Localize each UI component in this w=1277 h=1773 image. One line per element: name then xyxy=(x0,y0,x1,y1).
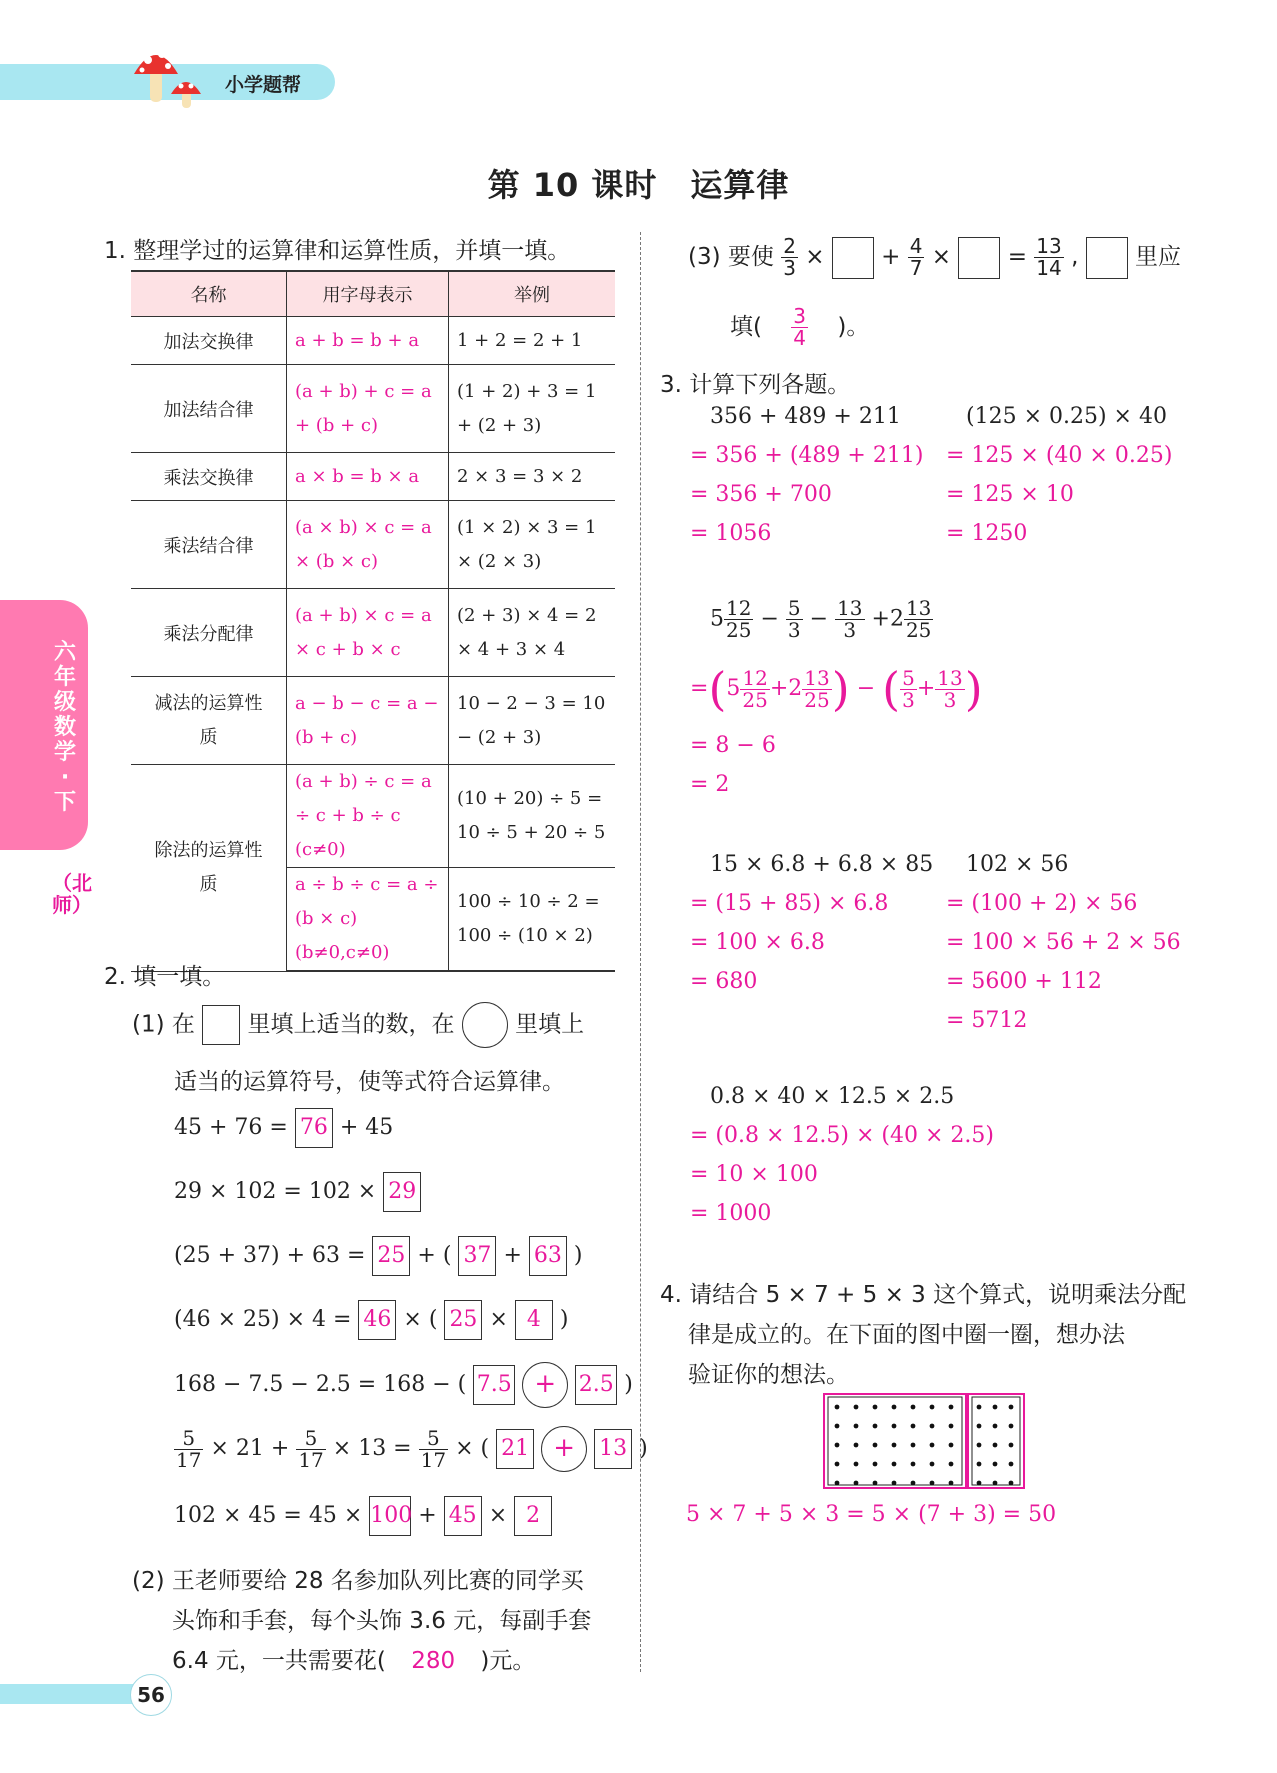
equation-text: 168 − 7.5 − 2.5 = 168 − ( xyxy=(174,1372,467,1397)
dot xyxy=(873,1481,878,1486)
calc-6-step: = (0.8 × 12.5) × (40 × 2.5) xyxy=(690,1123,994,1148)
rule-formula: a ÷ b ÷ c = a ÷ (b × c) (b≠0,c≠0) xyxy=(287,868,449,972)
calc-3-step: =(5 $\frac{12}{25}$ +2 $\frac{13}{25}$ ) − ( $\frac{5}{3}$ + $\frac{13}{3}$ ) xyxy=(690,662,983,716)
calc-4-step: = 680 xyxy=(690,969,758,994)
answer-box: 2 xyxy=(514,1496,552,1536)
dot xyxy=(977,1424,982,1429)
answer-box: 76 xyxy=(295,1108,333,1148)
answer-box: 4 xyxy=(515,1300,553,1340)
fraction-denominator: 25 xyxy=(726,618,752,642)
mushroom-logo-icon xyxy=(130,40,210,112)
calc-4-step: = (15 + 85) × 6.8 xyxy=(690,891,889,916)
q2-part2-line2: 头饰和手套，每个头饰 3.6 元，每副手套 xyxy=(172,1608,592,1634)
calc-1-step: = 356 + (489 + 211) xyxy=(690,443,924,468)
dot xyxy=(949,1424,954,1429)
calc-6-step: = 1000 xyxy=(690,1201,772,1226)
equation-text: 102 × 45 = 45 × xyxy=(174,1503,363,1528)
q2-part3-fill: 填( xyxy=(730,314,762,340)
fraction-denominator: 17 xyxy=(176,1447,202,1472)
dot xyxy=(873,1462,878,1467)
calc-2-step: = 1250 xyxy=(946,521,1028,546)
brand-label: 小学题帮 xyxy=(225,74,302,96)
fraction-numerator: 12 xyxy=(726,596,752,620)
dot xyxy=(854,1462,859,1467)
fraction-numerator: 5 xyxy=(902,665,915,690)
equation-1 xyxy=(174,1108,393,1148)
rule-name: 加法交换律 xyxy=(131,317,287,365)
rule-example: 2 × 3 = 3 × 2 xyxy=(449,453,616,501)
calc-6-line: 0.8 × 40 × 12.5 × 2.5 xyxy=(710,1084,955,1109)
fraction-numerator: 13 xyxy=(804,665,830,690)
fraction-numerator: 5 xyxy=(787,596,801,620)
dot xyxy=(892,1462,897,1467)
dot xyxy=(930,1424,935,1429)
answer-box: 13 xyxy=(594,1429,632,1469)
answer-box: 29 xyxy=(383,1172,421,1212)
table-header: 用字母表示 xyxy=(287,271,449,317)
fraction-denominator: 25 xyxy=(905,618,932,642)
fraction-numerator: 13 xyxy=(905,596,932,620)
answer-box: 45 xyxy=(444,1496,482,1536)
dot xyxy=(930,1443,935,1448)
mixed-whole: 5 xyxy=(726,676,741,701)
rule-example: (10 + 20) ÷ 5 = 10 ÷ 5 + 20 ÷ 5 xyxy=(449,765,616,868)
fraction-numerator: 13 xyxy=(937,665,963,690)
equation-4: (46 × 25) × 4 = 46 × ( 25 × 4 ) xyxy=(174,1300,568,1340)
calc-2-step: = 125 × 10 xyxy=(946,482,1074,507)
rule-name: 乘法结合律 xyxy=(131,501,287,589)
dot xyxy=(1009,1424,1014,1429)
equation-6: $\frac{5}{17}$ × 21 + $\frac{5}{17}$ × 13 = $\frac{5}{17}$ × ( 21 + 13 ) xyxy=(176,1425,648,1472)
equation-text: + 45 xyxy=(339,1115,394,1140)
calc-1-step: = 1056 xyxy=(690,521,772,546)
q2-part1-line1 xyxy=(132,1002,584,1048)
rule-formula: (a × b) × c = a × (b × c) xyxy=(287,501,449,589)
dot xyxy=(911,1424,916,1429)
calc-4-line: 15 × 6.8 + 6.8 × 85 xyxy=(710,852,934,877)
dot xyxy=(911,1481,916,1486)
rule-formula: a + b = b + a xyxy=(287,317,449,365)
equation-3: (25 + 37) + 63 = 25 + ( 37 + 63 ) xyxy=(174,1236,582,1276)
rule-name: 除法的运算性质 xyxy=(131,765,287,972)
answer-box: 63 xyxy=(529,1236,567,1276)
dot xyxy=(892,1424,897,1429)
dot xyxy=(1009,1405,1014,1410)
fraction-denominator: 3 xyxy=(943,687,957,712)
dot xyxy=(892,1405,897,1410)
calc-3-step: = 8 − 6 xyxy=(690,733,776,758)
grid-border xyxy=(972,1397,1020,1485)
answer-circle: + xyxy=(541,1426,587,1472)
q2-part2-answer: 280 xyxy=(411,1648,456,1674)
dot xyxy=(911,1405,916,1410)
equation-text: 29 × 102 = 102 × xyxy=(174,1179,377,1204)
dot xyxy=(1009,1481,1014,1486)
dot xyxy=(977,1462,982,1467)
fraction-denominator: 3 xyxy=(902,687,915,712)
dot xyxy=(835,1405,840,1410)
table-row xyxy=(131,317,615,365)
q4-line2: 律是成立的。在下面的图中圈一圈，想办法 xyxy=(688,1322,1125,1348)
rule-formula: a × b = b × a xyxy=(287,453,449,501)
dot xyxy=(930,1481,935,1486)
page-number-band xyxy=(0,1684,150,1704)
mixed-whole: 2 xyxy=(889,606,904,632)
fraction-denominator: 25 xyxy=(742,687,768,712)
dot xyxy=(977,1481,982,1486)
dot xyxy=(930,1405,935,1410)
blank-box-icon xyxy=(202,1005,240,1045)
dot xyxy=(892,1481,897,1486)
calc-5-step: = 5600 + 112 xyxy=(946,969,1102,994)
equation-text: (25 + 37) + 63 = xyxy=(174,1243,366,1268)
rule-example: (2 + 3) × 4 = 2 × 4 + 3 × 4 xyxy=(449,589,616,677)
table-row xyxy=(131,677,615,765)
fraction-numerator: 2 xyxy=(783,234,796,258)
dot xyxy=(835,1424,840,1429)
dot xyxy=(993,1405,998,1410)
dot xyxy=(854,1405,859,1410)
dot xyxy=(993,1443,998,1448)
answer-box: 25 xyxy=(372,1236,410,1276)
q2-part3-line2 xyxy=(730,306,869,349)
q2-part1-text-a: (1) 在 xyxy=(132,1011,195,1038)
table-row xyxy=(131,589,615,677)
dot xyxy=(873,1405,878,1410)
rule-name: 乘法分配律 xyxy=(131,589,287,677)
rule-example: 100 ÷ 10 ÷ 2 = 100 ÷ (10 × 2) xyxy=(449,868,616,972)
rule-example: 1 + 2 = 2 + 1 xyxy=(449,317,616,365)
q2-part2-line3 xyxy=(172,1642,535,1675)
q4-line1: 4. 请结合 5 × 7 + 5 × 3 这个算式，说明乘法分配 xyxy=(660,1282,1187,1308)
table-row xyxy=(131,765,615,868)
calc-2-step: = 125 × (40 × 0.25) xyxy=(946,443,1173,468)
answer-box: 25 xyxy=(444,1300,482,1340)
fraction-numerator: 13 xyxy=(1036,234,1062,258)
rule-formula: (a + b) + c = a + (b + c) xyxy=(287,365,449,453)
q2-part1-text-b: 里填上适当的数，在 xyxy=(247,1011,455,1038)
q2-part3-prefix: (3) 要使 xyxy=(688,244,774,270)
q2-prompt: 2. 填一填。 xyxy=(104,964,226,990)
equation-text: × 13 = xyxy=(332,1436,412,1461)
rules-table xyxy=(131,270,615,972)
answer-box: 7.5 xyxy=(473,1365,515,1405)
table-row xyxy=(131,501,615,589)
q2-part2-text: )元。 xyxy=(480,1648,536,1674)
page-number: 56 xyxy=(130,1674,172,1716)
equation-5: 168 − 7.5 − 2.5 = 168 − ( 7.5 + 2.5 ) xyxy=(174,1362,633,1408)
rule-formula: (a + b) × c = a × c + b × c xyxy=(287,589,449,677)
calc-2-line: (125 × 0.25) × 40 xyxy=(966,404,1167,429)
q2-part3-fill: )。 xyxy=(837,314,870,340)
side-tab-grade: 六年级数学·下 xyxy=(53,640,76,815)
dot xyxy=(977,1405,982,1410)
rule-name: 乘法交换律 xyxy=(131,453,287,501)
fraction-numerator: 3 xyxy=(793,304,807,328)
fraction-denominator: 7 xyxy=(909,256,923,280)
dot xyxy=(930,1462,935,1467)
q4-line3: 验证你的想法。 xyxy=(688,1362,849,1388)
dot xyxy=(1009,1462,1014,1467)
q2-part1-text-c: 里填上 xyxy=(515,1011,585,1038)
fraction-denominator: 17 xyxy=(420,1447,447,1472)
calc-6-step: = 10 × 100 xyxy=(690,1162,818,1187)
mixed-whole: 2 xyxy=(788,676,803,701)
dot xyxy=(835,1443,840,1448)
rule-example: 10 − 2 − 3 = 10 − (2 + 3) xyxy=(449,677,616,765)
fraction-numerator: 4 xyxy=(909,234,923,258)
answer-box: 2.5 xyxy=(575,1365,617,1405)
rule-formula: a − b − c = a − (b + c) xyxy=(287,677,449,765)
fraction-numerator: 5 xyxy=(296,1428,325,1450)
equation-text: × 21 + xyxy=(210,1436,290,1461)
calc-3-line: 5 $\frac{12}{25}$ − $\frac{5}{3}$ − $\frac{13}{3}$ +2 $\frac{13}{25}$ xyxy=(710,596,932,642)
fraction-numerator: 5 xyxy=(419,1428,448,1450)
dot xyxy=(835,1462,840,1467)
mixed-whole: 5 xyxy=(710,606,724,632)
calc-5-step: = 100 × 56 + 2 × 56 xyxy=(946,930,1181,955)
q2-part2-text: 6.4 元，一共需要花( xyxy=(172,1648,386,1674)
calc-4-step: = 100 × 6.8 xyxy=(690,930,825,955)
equation-7: 102 × 45 = 45 × 100 + 45 × 2 xyxy=(174,1496,552,1536)
answer-box: 100 xyxy=(369,1496,411,1536)
rule-example: (1 + 2) + 3 = 1 + (2 + 3) xyxy=(449,365,616,453)
dot xyxy=(911,1462,916,1467)
calc-1-step: = 356 + 700 xyxy=(690,482,832,507)
answer-box: 46 xyxy=(358,1300,396,1340)
calc-3-step: = 2 xyxy=(690,772,730,797)
dot xyxy=(949,1443,954,1448)
calc-5-line: 102 × 56 xyxy=(966,852,1069,877)
equation-text: 45 + 76 = xyxy=(174,1115,288,1140)
dot xyxy=(949,1405,954,1410)
dot xyxy=(854,1481,859,1486)
q2-part2-line1: (2) 王老师要给 28 名参加队列比赛的同学买 xyxy=(132,1568,584,1594)
answer-box: 37 xyxy=(458,1236,496,1276)
dot xyxy=(977,1443,982,1448)
fraction-denominator: 4 xyxy=(793,326,807,350)
table-header-row xyxy=(131,271,615,317)
table-header: 名称 xyxy=(131,271,287,317)
fraction-denominator: 14 xyxy=(1036,256,1062,280)
q4-answer: 5 × 7 + 5 × 3 = 5 × (7 + 3) = 50 xyxy=(686,1502,1057,1527)
dot xyxy=(1009,1443,1014,1448)
equation-2 xyxy=(174,1172,421,1212)
rule-name: 减法的运算性质 xyxy=(131,677,287,765)
fraction-numerator: 12 xyxy=(742,665,768,690)
dot xyxy=(892,1443,897,1448)
dot xyxy=(993,1481,998,1486)
rule-formula: (a + b) ÷ c = a ÷ c + b ÷ c (c≠0) xyxy=(287,765,449,868)
answer-box: 21 xyxy=(496,1429,534,1469)
q2-part1-line2: 适当的运算符号，使等式符合运算律。 xyxy=(174,1069,565,1095)
dot xyxy=(835,1481,840,1486)
grid-border xyxy=(828,1397,962,1485)
table-row xyxy=(131,453,615,501)
blank-box-icon xyxy=(832,237,874,279)
dot xyxy=(949,1462,954,1467)
fraction-denominator: 25 xyxy=(804,687,830,712)
dot xyxy=(873,1443,878,1448)
dot xyxy=(949,1481,954,1486)
fraction-denominator: 17 xyxy=(298,1447,324,1472)
blank-box-icon xyxy=(958,237,1000,279)
dot xyxy=(873,1424,878,1429)
blank-box-icon xyxy=(1086,237,1128,279)
dot xyxy=(993,1424,998,1429)
side-tab-edition: （北师） xyxy=(52,871,92,917)
dot xyxy=(854,1424,859,1429)
q2-part3-suffix: 里应 xyxy=(1135,244,1181,270)
table-header: 举例 xyxy=(449,271,616,317)
rule-example: (1 × 2) × 3 = 1 × (2 × 3) xyxy=(449,501,616,589)
calc-5-step: = 5712 xyxy=(946,1008,1028,1033)
answer-circle: + xyxy=(522,1362,568,1408)
calc-1-line: 356 + 489 + 211 xyxy=(710,404,901,429)
table-row xyxy=(131,365,615,453)
q1-prompt: 1. 整理学过的运算律和运算性质，并填一填。 xyxy=(104,238,571,264)
q2-part3-line1: (3) 要使 $\frac{2}{3}$ × + $\frac{4}{7}$ × = $\frac{13}{14}$ , 里应 xyxy=(688,234,1181,280)
fraction-numerator: 13 xyxy=(837,596,863,620)
dot-grid-diagram xyxy=(822,1392,1028,1492)
fraction-denominator: 3 xyxy=(787,618,801,642)
calc-5-step: = (100 + 2) × 56 xyxy=(946,891,1138,916)
fraction-denominator: 3 xyxy=(843,618,857,642)
dot xyxy=(854,1443,859,1448)
fraction-numerator: 5 xyxy=(174,1428,203,1450)
fraction-denominator: 3 xyxy=(783,256,796,280)
dot xyxy=(911,1443,916,1448)
page-title: 第 10 课时 运算律 xyxy=(487,166,790,204)
equation-text: (46 × 25) × 4 = xyxy=(174,1307,352,1332)
rule-name: 加法结合律 xyxy=(131,365,287,453)
blank-circle-icon xyxy=(462,1002,508,1048)
dot xyxy=(993,1462,998,1467)
q3-prompt: 3. 计算下列各题。 xyxy=(660,372,851,398)
